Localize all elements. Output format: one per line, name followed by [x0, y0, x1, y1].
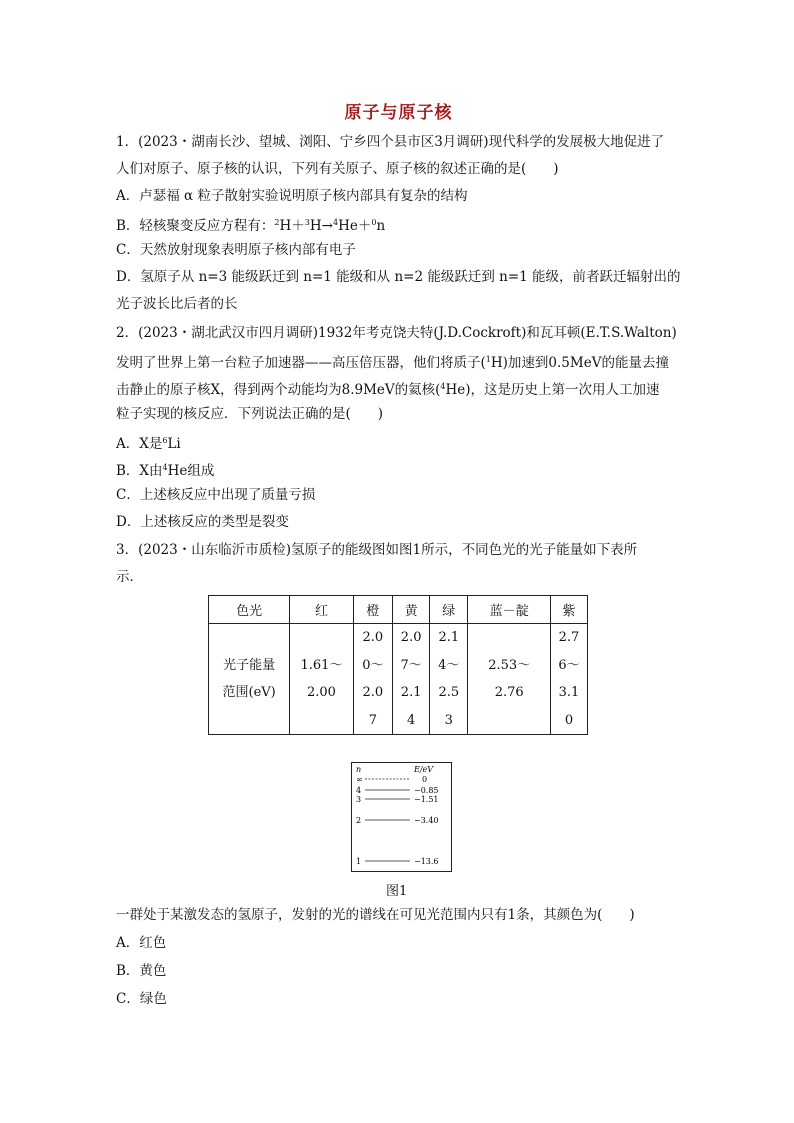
q1-stem-line1: 1．(2023・湖南长沙、望城、浏阳、宁乡四个县市区3月调研)现代科学的发展极大地促进了	[116, 134, 665, 150]
q2-option-a	[116, 432, 181, 453]
q2-option-a-sup: 6	[162, 436, 168, 445]
level-energy-label: −0.85	[414, 786, 439, 795]
q1-option-a: A．卢瑟福 α 粒子散射实验说明原子核内部具有复杂的结构	[116, 188, 468, 204]
q1-eq-sup1: 2	[274, 218, 280, 227]
q1-eq-part2: H→	[309, 218, 333, 234]
row-label-line1: 光子能量	[223, 657, 276, 673]
level-n-label: 4	[356, 786, 362, 795]
q1-option-d-line2: 光子波长比后者的长	[116, 296, 238, 312]
e-axis-label: E/eV	[414, 765, 434, 774]
table-header-row	[209, 596, 588, 624]
table-header: 黄	[393, 596, 430, 624]
q3-question-stem: 一群处于某激发态的氢原子，发射的光的谱线在可见光范围内只有1条，其颜色为( )	[116, 907, 635, 923]
level-energy-label: −13.6	[414, 857, 439, 866]
q2-stem-line1: 2．(2023・湖北武汉市四月调研)1932年考克饶夫特(J.D.Cockroft)和瓦耳顿(E.T.S.Walton)	[116, 325, 677, 341]
q2-option-b-el: He组成	[167, 463, 215, 479]
cell-line: 2.1	[438, 630, 460, 645]
table-cell-yellow	[393, 624, 430, 735]
level-n-label: 1	[356, 857, 362, 866]
q3-option-c: C．绿色	[116, 991, 167, 1007]
q2-option-b-sup: 4	[162, 463, 168, 472]
cell-line: 2.0	[400, 630, 422, 645]
table-header: 橙	[353, 596, 392, 624]
cell-line: 2.53～	[488, 657, 531, 673]
cell-line: 2.0	[362, 630, 384, 645]
cell-line: 2.7	[558, 630, 580, 645]
cell-line: 2.00	[307, 685, 336, 700]
q1-eq-part3: He＋	[338, 218, 372, 234]
page-title: 原子与原子核	[344, 103, 453, 123]
table-header: 紫	[550, 596, 587, 624]
q2-line3-a: 击静止的原子核X，得到两个动能均为8.9MeV的氦核(	[116, 382, 441, 398]
cell-line: 2.1	[400, 685, 422, 700]
q1-eq-sup4: 0	[371, 218, 377, 227]
table-cell-violet	[550, 624, 587, 735]
q2-option-b	[116, 459, 214, 480]
cell-line: 7～	[400, 657, 422, 673]
cell-line: 0	[564, 712, 574, 728]
q2-stem-line2	[116, 351, 669, 372]
q2-option-a-text: A．X是	[116, 436, 163, 452]
figure-caption: 图1	[386, 884, 408, 899]
level-energy-label: −3.40	[414, 816, 439, 825]
q1-option-d-line1: D．氢原子从 n=3 能级跃迁到 n=1 能级和从 n=2 能级跃迁到 n=1 能级，前者跃迁辐射出的	[116, 269, 681, 285]
table-header: 色光	[209, 596, 290, 624]
q2-stem-line3	[116, 378, 660, 399]
cell-line: 3.1	[558, 685, 580, 700]
energy-level-svg	[352, 763, 451, 871]
level-energy-label: −1.51	[414, 795, 439, 804]
q2-line2-a: 发明了世界上第一台粒子加速器——高压倍压器，他们将质子(	[116, 355, 486, 371]
q3-stem-line1: 3．(2023・山东临沂市质检)氢原子的能级图如图1所示，不同色光的光子能量如下表所	[116, 542, 638, 558]
q2-option-b-text: B．X由	[116, 463, 163, 479]
row-label-line2: 范围(eV)	[222, 685, 276, 700]
table-cell-red	[290, 624, 353, 735]
level-n-label: ∞	[356, 775, 363, 784]
q1-eq-part1: H＋	[279, 218, 305, 234]
q2-line2-b: H)加速到0.5MeV的能量去撞	[490, 355, 669, 371]
table-header: 红	[290, 596, 353, 624]
q1-option-c: C．天然放射现象表明原子核内部有电子	[116, 242, 356, 258]
q1-option-b	[116, 214, 385, 235]
cell-line: 3	[444, 712, 453, 728]
cell-line: 0～	[362, 657, 384, 673]
cell-line: 2.0	[362, 685, 384, 700]
table-cell-blue-indigo	[468, 624, 550, 735]
table-header: 绿	[430, 596, 468, 624]
q3-stem-line2: 示．	[116, 569, 143, 585]
cell-line: 2.76	[494, 685, 524, 700]
energy-level-diagram	[351, 762, 452, 872]
q1-eq-part4: n	[376, 218, 386, 234]
q2-line2-sup: 1	[485, 355, 491, 364]
n-axis-label: n	[356, 765, 362, 774]
q1-eq-sup3: 4	[332, 218, 339, 227]
q2-line3-b: He)，这是历史上第一次用人工加速	[445, 382, 660, 398]
cell-line: 2.5	[438, 685, 460, 700]
energy-levels	[356, 775, 439, 866]
q2-option-a-el: Li	[167, 436, 181, 452]
q3-option-a: A．红色	[116, 935, 167, 951]
cell-line: 6～	[558, 657, 580, 673]
cell-line: 4～	[438, 657, 460, 673]
table-cell-label	[209, 624, 290, 735]
table-cell-green	[430, 624, 468, 735]
table-cell-orange	[353, 624, 392, 735]
q2-option-c: C．上述核反应中出现了质量亏损	[116, 487, 316, 503]
q2-option-d: D．上述核反应的类型是裂变	[116, 514, 289, 530]
q1-option-b-prefix: B．轻核聚变反应方程有：	[116, 218, 275, 234]
table-row	[209, 624, 588, 735]
level-energy-label: 0	[422, 775, 428, 784]
table-header: 蓝－靛	[468, 596, 550, 624]
cell-line: 1.61～	[300, 657, 343, 673]
q3-option-b: B．黄色	[116, 963, 167, 979]
level-n-label: 2	[356, 816, 362, 825]
level-n-label: 3	[356, 795, 362, 804]
q2-line3-sup: 4	[440, 382, 446, 391]
photon-energy-table	[208, 595, 588, 735]
q2-stem-line4: 粒子实现的核反应．下列说法正确的是( )	[116, 406, 384, 422]
q1-eq-sup2: 3	[304, 218, 310, 227]
q1-stem-line2: 人们对原子、原子核的认识，下列有关原子、原子核的叙述正确的是( )	[116, 161, 559, 177]
cell-line: 4	[407, 712, 416, 728]
cell-line: 7	[368, 712, 378, 728]
